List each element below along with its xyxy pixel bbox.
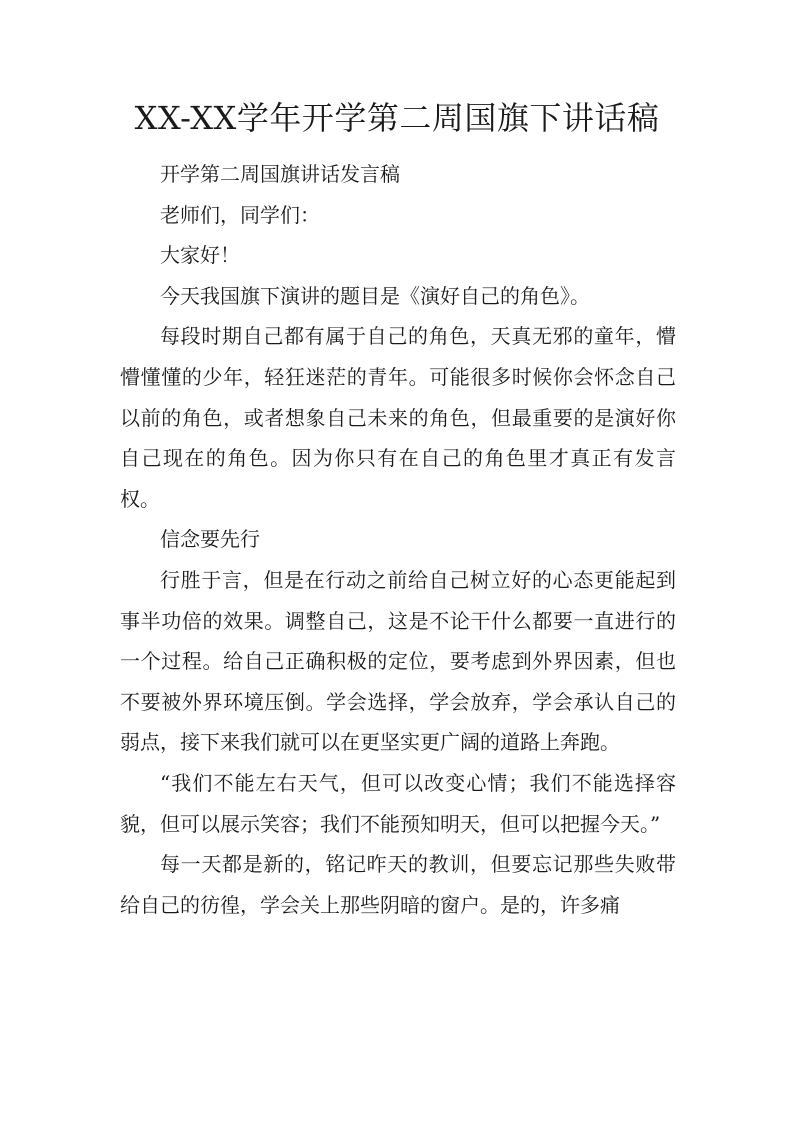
- paragraph-quote: “我们不能左右天气，但可以改变心情；我们不能选择容貌，但可以展示笑容；我们不能预知明天，但可以把握今天。”: [120, 770, 676, 836]
- document-body: [120, 154, 676, 925]
- paragraph-salutation: 老师们，同学们：: [160, 202, 320, 227]
- paragraph-topic: 今天我国旗下演讲的题目是《演好自己的角色》。: [160, 283, 590, 308]
- paragraph-roles: 每段时期自己都有属于自己的角色，天真无邪的童年，懵懵懂懂的少年，轻狂迷茫的青年。可能很多时候你会怀念自己以前的角色，或者想象自己未来的角色，但最重要的是演好你自己现在的角色。因为你只有在自己的角色里才真正有发言权。: [120, 324, 676, 511]
- paragraph-heading-belief: 信念要先行: [160, 527, 260, 552]
- paragraph-subtitle: 开学第二周国旗讲话发言稿: [160, 162, 400, 186]
- paragraph-action: 行胜于言，但是在行动之前给自己树立好的心态更能起到事半功倍的效果。调整自己，这是不论干什么都要一直进行的一个过程。给自己正确积极的定位，要考虑到外界因素，但也不要被外界环境压倒。学会选择，学会放弃，学会承认自己的弱点，接下来我们就可以在更坚实更广阔的道路上奔跑。: [120, 567, 676, 755]
- document-title: XX-XX学年开学第二周国旗下讲话稿: [134, 99, 660, 137]
- paragraph-everyday: 每一天都是新的，铭记昨天的教训，但要忘记那些失败带给自己的彷徨，学会关上那些阴暗的窗户。是的，许多痛: [120, 852, 676, 917]
- paragraph-greeting: 大家好！: [160, 243, 240, 268]
